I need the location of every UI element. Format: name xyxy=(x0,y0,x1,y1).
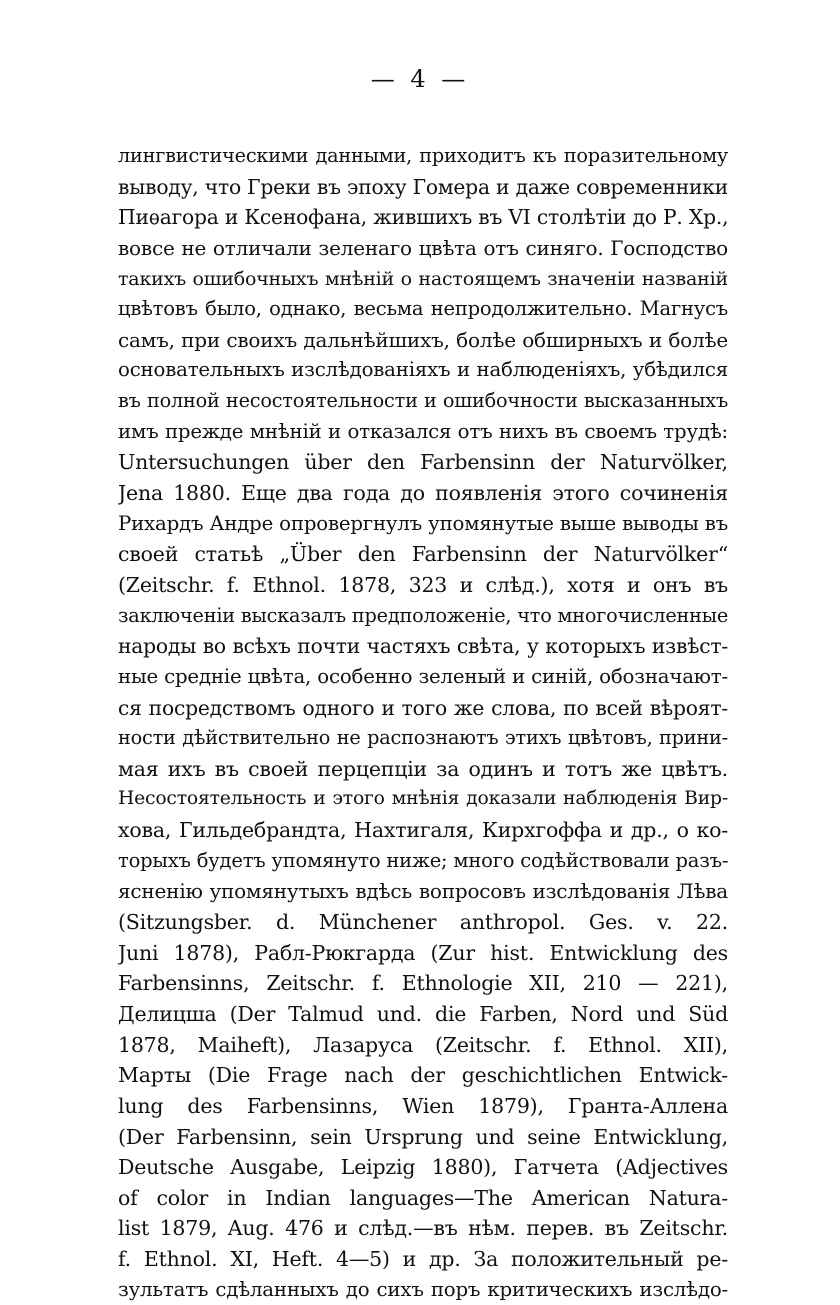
text-line: цвѣтовъ было, однако, весьма непродолжительно. Магнусъ xyxy=(118,297,728,321)
text-line: f. Ethnol. XI, Heft. 4—5) и др. За положительный ре- xyxy=(118,1247,728,1272)
text-line: имъ прежде мнѣній и отказался отъ нихъ въ своемъ трудѣ: xyxy=(118,419,728,443)
text-line: народы во всѣхъ почти частяхъ свѣта, у которыхъ извѣст- xyxy=(118,634,728,659)
text-line: въ полной несостоятельности и ошибочности высказанныхъ xyxy=(118,389,728,413)
text-line: (Sitzungsber. d. Münchener anthropol. Ges. v. 22. xyxy=(118,910,728,935)
text-line: торыхъ будетъ упомянуто ниже; много содѣйствовали разъ- xyxy=(118,848,728,872)
text-line: list 1879, Aug. 476 и слѣд.—въ нѣм. перев. въ Zeitschr. xyxy=(118,1216,728,1241)
text-line: Несостоятельность и этого мнѣнія доказали наблюденія Вир- xyxy=(118,788,728,810)
text-line: Juni 1878), Рабл-Рюкгарда (Zur hist. Entwicklung des xyxy=(118,940,728,965)
text-line: (Zeitschr. f. Ethnol. 1878, 323 и слѣд.), хотя и онъ въ xyxy=(118,572,728,597)
text-line: Рихардъ Андре опровергнулъ упомянутые выше выводы въ xyxy=(118,511,728,535)
text-line: ные средніе цвѣта, особенно зеленый и синій, обозначают- xyxy=(118,664,728,688)
text-line: зультатъ сдѣланныхъ до сихъ поръ критическихъ изслѣдо- xyxy=(118,1277,728,1301)
text-line: хова, Гильдебрандта, Нахтигаля, Кирхгоффа и др., о ко- xyxy=(118,818,728,843)
text-line: Deutsche Ausgabe, Leipzig 1880), Гатчета (Adjectives xyxy=(118,1155,728,1180)
text-line: основательныхъ изслѣдованіяхъ и наблюденіяхъ, убѣдился xyxy=(118,358,728,382)
text-line: вовсе не отличали зеленаго цвѣта отъ синяго. Господство xyxy=(118,235,728,260)
text-line: ности дѣйствительно не распознаютъ этихъ цвѣтовъ, прини- xyxy=(118,726,728,750)
text-line: 1878, Maiheft), Лазаруса (Zeitschr. f. Ethnol. XII), xyxy=(118,1032,728,1057)
text-line: Делицша (Der Talmud und. die Farben, Nord und Süd xyxy=(118,1001,728,1026)
text-line: Farbensinns, Zeitschr. f. Ethnologie XII, 210 — 221), xyxy=(118,971,728,996)
text-line: Untersuchungen über den Farbensinn der Naturvölker, xyxy=(118,450,728,475)
text-line: лингвистическими данными, приходитъ къ поразительному xyxy=(118,144,728,167)
text-line: такихъ ошибочныхъ мнѣній о настоящемъ значеніи названій xyxy=(118,267,728,290)
text-line: of color in Indian languages—The American Natura- xyxy=(118,1185,728,1210)
body-text xyxy=(118,141,728,1305)
page-number: — 4 — xyxy=(370,65,470,93)
text-line: Пиѳагора и Ксенофана, жившихъ въ VI столѣтіи до Р. Хр., xyxy=(118,205,728,230)
text-line: своей статьѣ „Über den Farbensinn der Naturvölker“ xyxy=(118,542,728,567)
text-line: Марты (Die Frage nach der geschichtlichen Entwick- xyxy=(118,1063,728,1088)
text-line: заключеніи высказалъ предположеніе, что многочисленные xyxy=(118,603,728,627)
text-line: мая ихъ въ своей перцепціи за одинъ и тотъ же цвѣтъ. xyxy=(118,756,728,781)
text-line: (Der Farbensinn, sein Ursprung und seine Entwicklung, xyxy=(118,1124,728,1149)
text-line: lung des Farbensinns, Wien 1879), Гранта-Аллена xyxy=(118,1093,728,1118)
text-line: выводу, что Греки въ эпоху Гомера и даже современники xyxy=(118,174,728,199)
text-line: ся посредствомъ одного и того же слова, по всей вѣроят- xyxy=(118,695,728,720)
text-line: Jena 1880. Еще два года до появленія этого сочиненія xyxy=(118,481,728,506)
text-line: ясненію упомянутыхъ вдѣсь вопросовъ изслѣдованія Лѣва xyxy=(118,879,728,904)
text-line: самъ, при своихъ дальнѣйшихъ, болѣе обширныхъ и болѣе xyxy=(118,327,728,352)
